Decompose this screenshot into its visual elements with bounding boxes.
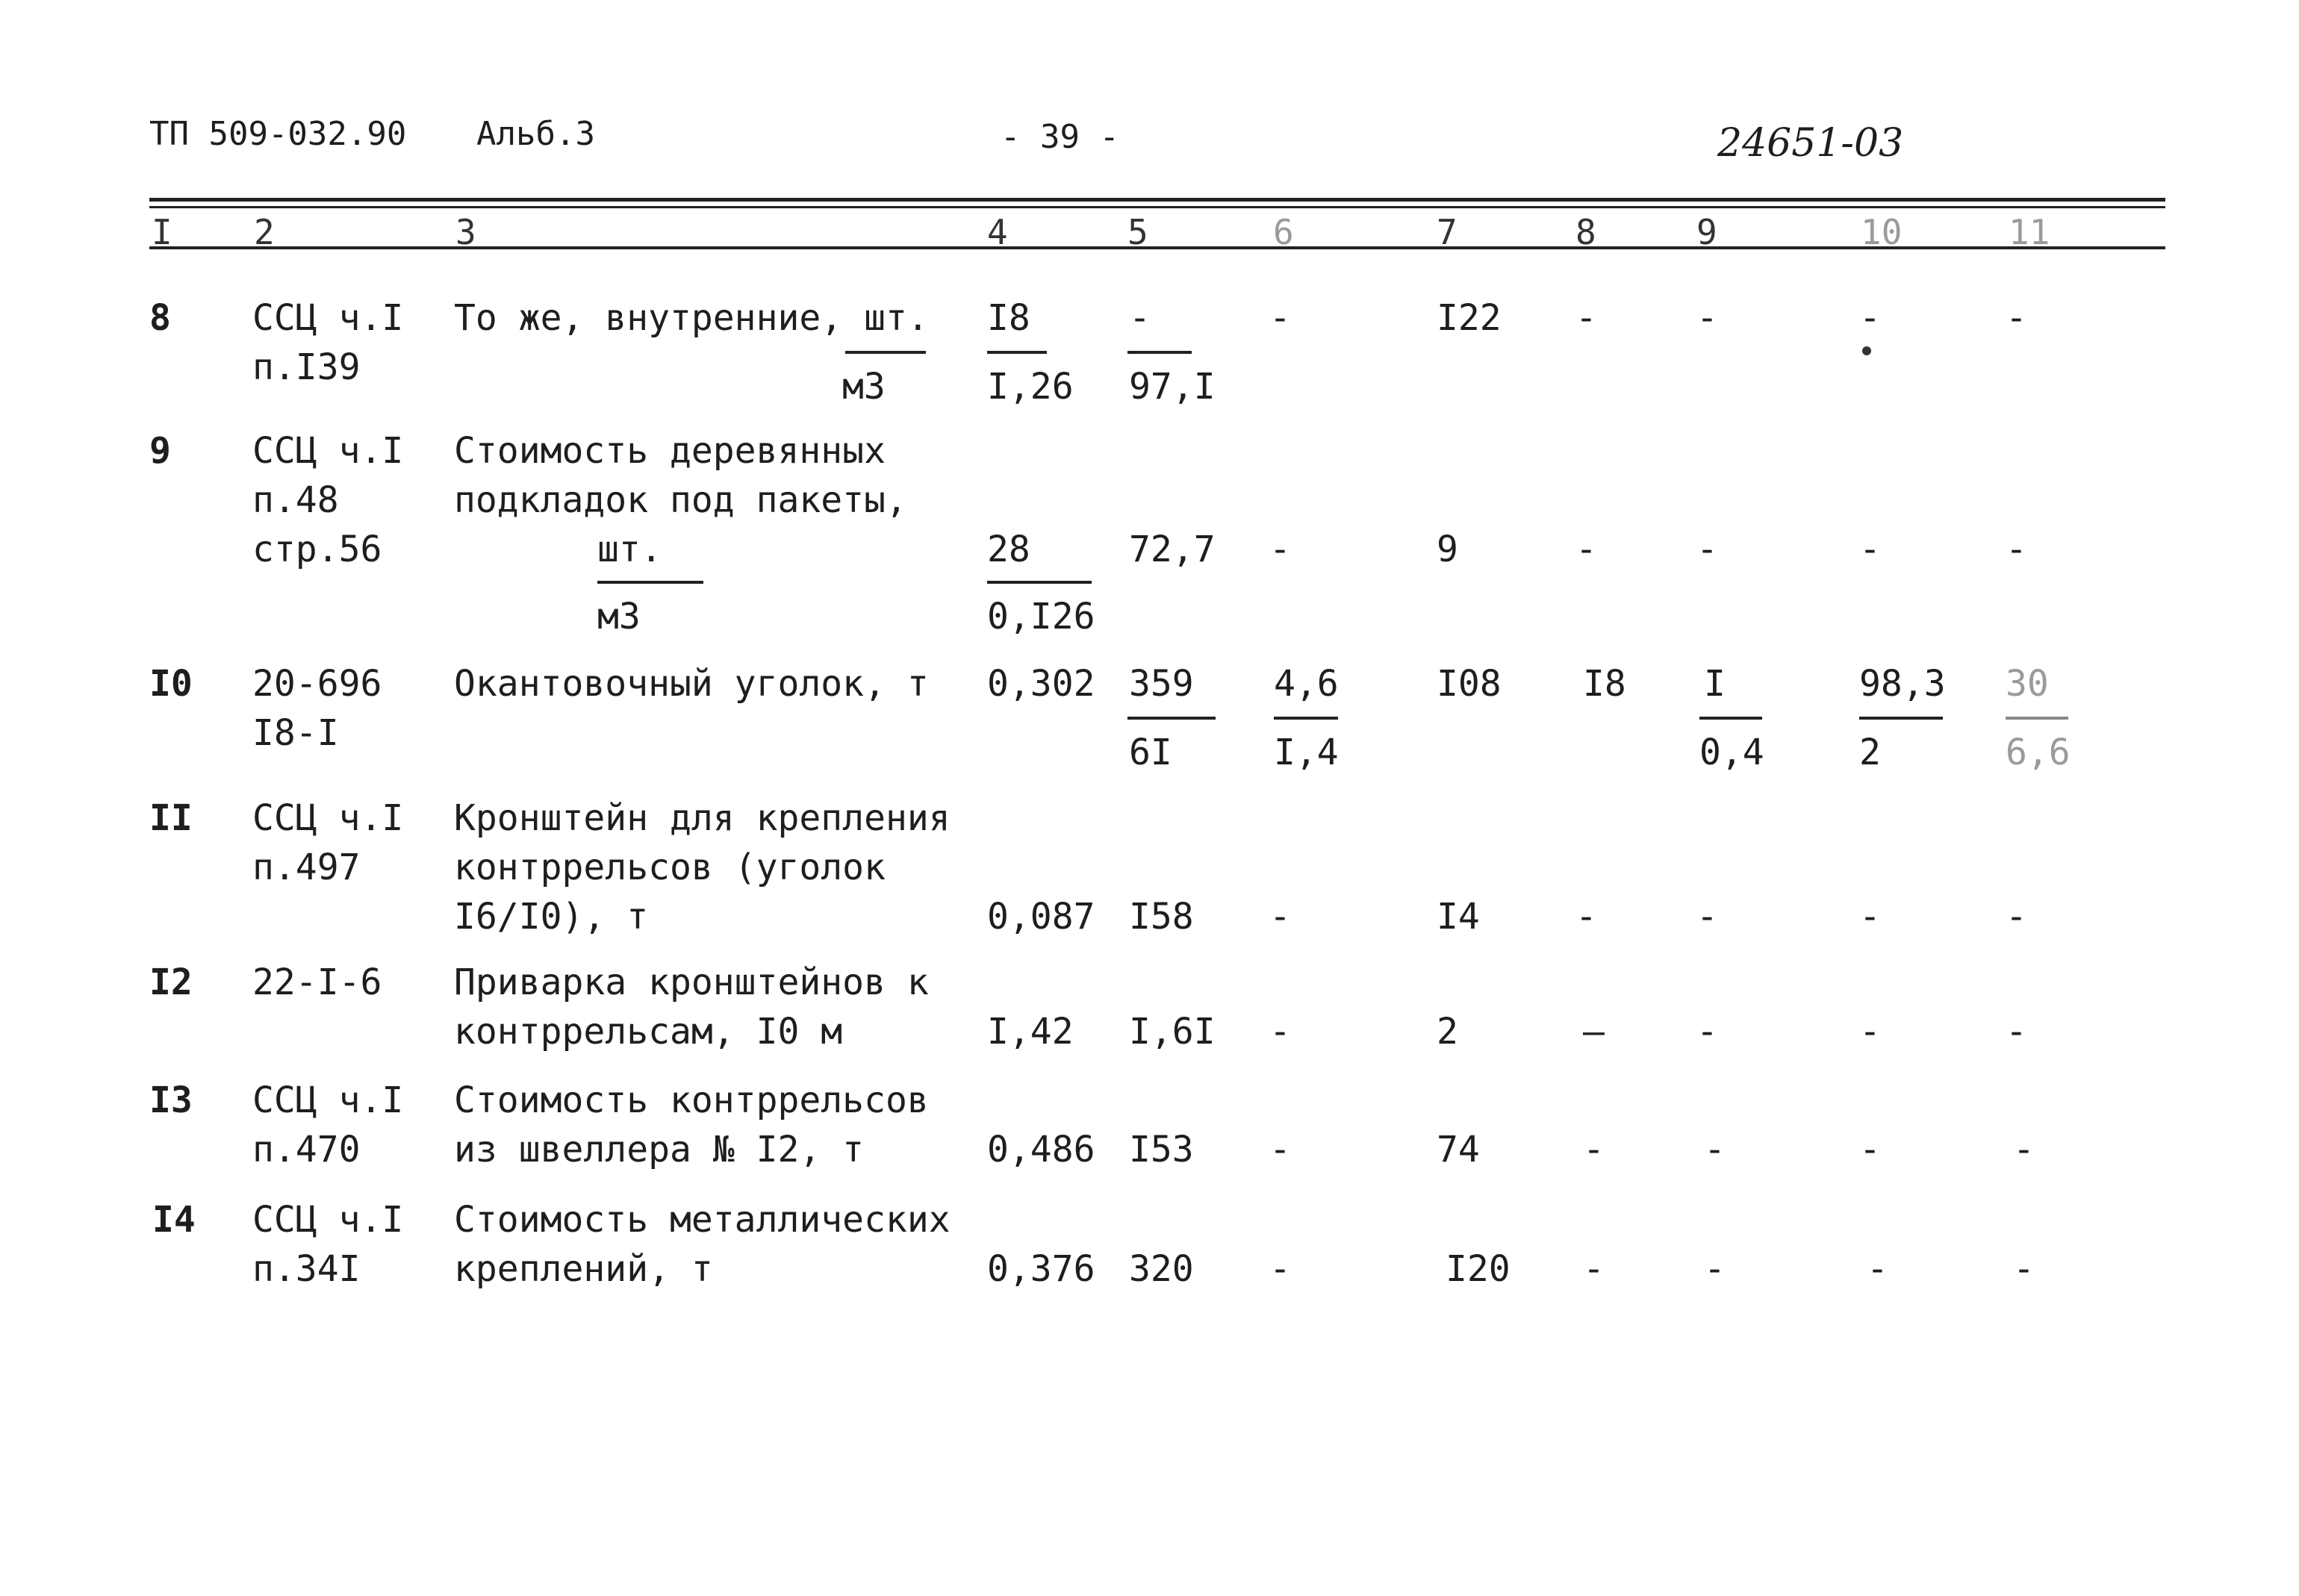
row-number: I0	[149, 663, 193, 705]
cell-col9: -	[1704, 1248, 1726, 1290]
row-number: I2	[149, 961, 193, 1003]
cell-col11: -	[2006, 297, 2027, 339]
cell-col5: -	[1129, 297, 1151, 339]
col-header-5: 5	[1127, 212, 1148, 252]
cell-col8: —	[1583, 1011, 1605, 1053]
fraction-line	[2006, 717, 2068, 720]
cell-col4-lower: 0,I26	[987, 596, 1095, 638]
cell-col7: I20	[1446, 1248, 1511, 1290]
fraction-line	[1699, 717, 1762, 720]
row-description: подкладок под пакеты,	[454, 479, 907, 521]
row-reference: п.I39	[252, 346, 361, 388]
cell-col7: 74	[1437, 1129, 1480, 1170]
col-header-1: I	[152, 212, 172, 252]
unit-volume: м3	[842, 366, 886, 408]
row-description: Стоимость металлических	[454, 1199, 951, 1241]
cell-col5-lower: 6I	[1129, 732, 1172, 773]
document-number: 24651-03	[1717, 121, 1904, 166]
col-header-11: 11	[2009, 212, 2050, 252]
row-reference: ССЦ ч.I	[252, 797, 404, 839]
fraction-line	[987, 581, 1092, 584]
cell-col11: -	[2006, 896, 2027, 938]
fraction-line	[845, 351, 926, 354]
fraction-line	[597, 581, 703, 584]
cell-col6: 4,6	[1274, 663, 1339, 705]
fraction-line	[1859, 717, 1943, 720]
cell-col10: -	[1859, 297, 1881, 339]
row-reference: п.470	[252, 1129, 361, 1170]
cell-col6: -	[1269, 529, 1291, 570]
col-header-8: 8	[1575, 212, 1596, 252]
row-number: 8	[149, 297, 171, 339]
col-header-9: 9	[1696, 212, 1717, 252]
cell-col9: I	[1704, 663, 1726, 705]
col-header-10: 10	[1861, 212, 1903, 252]
cell-col5: I,6I	[1129, 1011, 1216, 1053]
cell-col6: -	[1269, 1248, 1291, 1290]
album-label: Альб.3	[476, 115, 595, 153]
row-description: То же, внутренние, шт.	[454, 297, 929, 339]
col-header-2: 2	[254, 212, 275, 252]
cell-col5-lower: 97,I	[1129, 366, 1216, 408]
cell-col6: -	[1269, 1011, 1291, 1053]
ink-speck	[1862, 346, 1871, 355]
top-rule	[149, 198, 2165, 202]
cell-col4: I8	[987, 297, 1030, 339]
cell-col9: -	[1704, 1129, 1726, 1170]
row-reference: ССЦ ч.I	[252, 1199, 404, 1241]
cell-col8: I8	[1583, 663, 1626, 705]
cell-col8: -	[1575, 529, 1597, 570]
cell-col11: -	[2013, 1248, 2035, 1290]
cell-col5: I58	[1129, 896, 1194, 938]
row-reference: п.497	[252, 847, 361, 888]
row-reference: ССЦ ч.I	[252, 297, 404, 339]
row-reference: ССЦ ч.I	[252, 430, 404, 472]
cell-col10: -	[1867, 1248, 1888, 1290]
cell-col6: -	[1269, 1129, 1291, 1170]
cell-col10: -	[1859, 1011, 1881, 1053]
row-reference: 20-696	[252, 663, 382, 705]
cell-col7: 2	[1437, 1011, 1458, 1053]
row-reference: п.48	[252, 479, 339, 521]
fraction-line	[1274, 717, 1338, 720]
row-description: Приварка кронштейнов к	[454, 961, 929, 1003]
row-description: I6/I0), т	[454, 896, 649, 938]
cell-col4: 0,486	[987, 1129, 1095, 1170]
unit-pieces: шт.	[597, 529, 662, 570]
row-number: 9	[149, 430, 171, 472]
row-reference: п.34I	[252, 1248, 361, 1290]
cell-col6: -	[1269, 297, 1291, 339]
row-reference: I8-I	[252, 712, 339, 754]
row-description: Стоимость деревянных	[454, 430, 886, 472]
row-description: Окантовочный уголок, т	[454, 663, 929, 705]
cell-col9-lower: 0,4	[1699, 732, 1764, 773]
top-rule-thin	[149, 206, 2165, 208]
cell-col5: 359	[1129, 663, 1194, 705]
row-description: контррельсам, I0 м	[454, 1011, 843, 1053]
cell-col9: -	[1696, 297, 1718, 339]
row-description: Кронштейн для крепления	[454, 797, 951, 839]
cell-col4: 0,087	[987, 896, 1095, 938]
row-description: Стоимость контррельсов	[454, 1079, 929, 1121]
cell-col8: -	[1583, 1248, 1605, 1290]
cell-col8: -	[1575, 297, 1597, 339]
cell-col9: -	[1696, 896, 1718, 938]
page-number: - 39 -	[1001, 118, 1119, 156]
cell-col4: 28	[987, 529, 1030, 570]
row-number: I4	[152, 1199, 196, 1241]
row-reference: 22-I-6	[252, 961, 382, 1003]
cell-col11: 30	[2006, 663, 2049, 705]
cell-col11: -	[2013, 1129, 2035, 1170]
cell-col11-lower: 6,6	[2006, 732, 2071, 773]
unit-volume: м3	[597, 596, 641, 638]
row-number: II	[149, 797, 193, 839]
cell-col7: I4	[1437, 896, 1480, 938]
cell-col5: 72,7	[1129, 529, 1216, 570]
row-reference: стр.56	[252, 529, 382, 570]
doc-code: ТП 509-032.90	[149, 115, 407, 153]
row-description: креплений, т	[454, 1248, 713, 1290]
cell-col10: -	[1859, 529, 1881, 570]
cell-col11: -	[2006, 1011, 2027, 1053]
cell-col4: 0,376	[987, 1248, 1095, 1290]
cell-col8: -	[1575, 896, 1597, 938]
cell-col7: I22	[1437, 297, 1502, 339]
fraction-line	[1127, 351, 1192, 354]
cell-col5: I53	[1129, 1129, 1194, 1170]
cell-col8: -	[1583, 1129, 1605, 1170]
row-number: I3	[149, 1079, 193, 1121]
cell-col10-lower: 2	[1859, 732, 1881, 773]
row-reference: ССЦ ч.I	[252, 1079, 404, 1121]
cell-col9: -	[1696, 1011, 1718, 1053]
cell-col9: -	[1696, 529, 1718, 570]
cell-col10: -	[1859, 1129, 1881, 1170]
row-description: контррельсов (уголок	[454, 847, 886, 888]
col-header-4: 4	[987, 212, 1008, 252]
cell-col10: -	[1859, 896, 1881, 938]
cell-col4: 0,302	[987, 663, 1095, 705]
cell-col11: -	[2006, 529, 2027, 570]
cell-col6: -	[1269, 896, 1291, 938]
fraction-line	[1127, 717, 1216, 720]
cell-col10: 98,3	[1859, 663, 1946, 705]
cell-col7: I08	[1437, 663, 1502, 705]
cell-col6-lower: I,4	[1274, 732, 1339, 773]
row-description: из швеллера № I2, т	[454, 1129, 865, 1170]
col-header-6: 6	[1273, 212, 1294, 252]
col-header-7: 7	[1437, 212, 1458, 252]
col-header-3: 3	[455, 212, 476, 252]
cell-col5: 320	[1129, 1248, 1194, 1290]
cell-col4: I,42	[987, 1011, 1074, 1053]
cell-col7: 9	[1437, 529, 1458, 570]
cell-col4-lower: I,26	[987, 366, 1074, 408]
fraction-line	[987, 351, 1047, 354]
